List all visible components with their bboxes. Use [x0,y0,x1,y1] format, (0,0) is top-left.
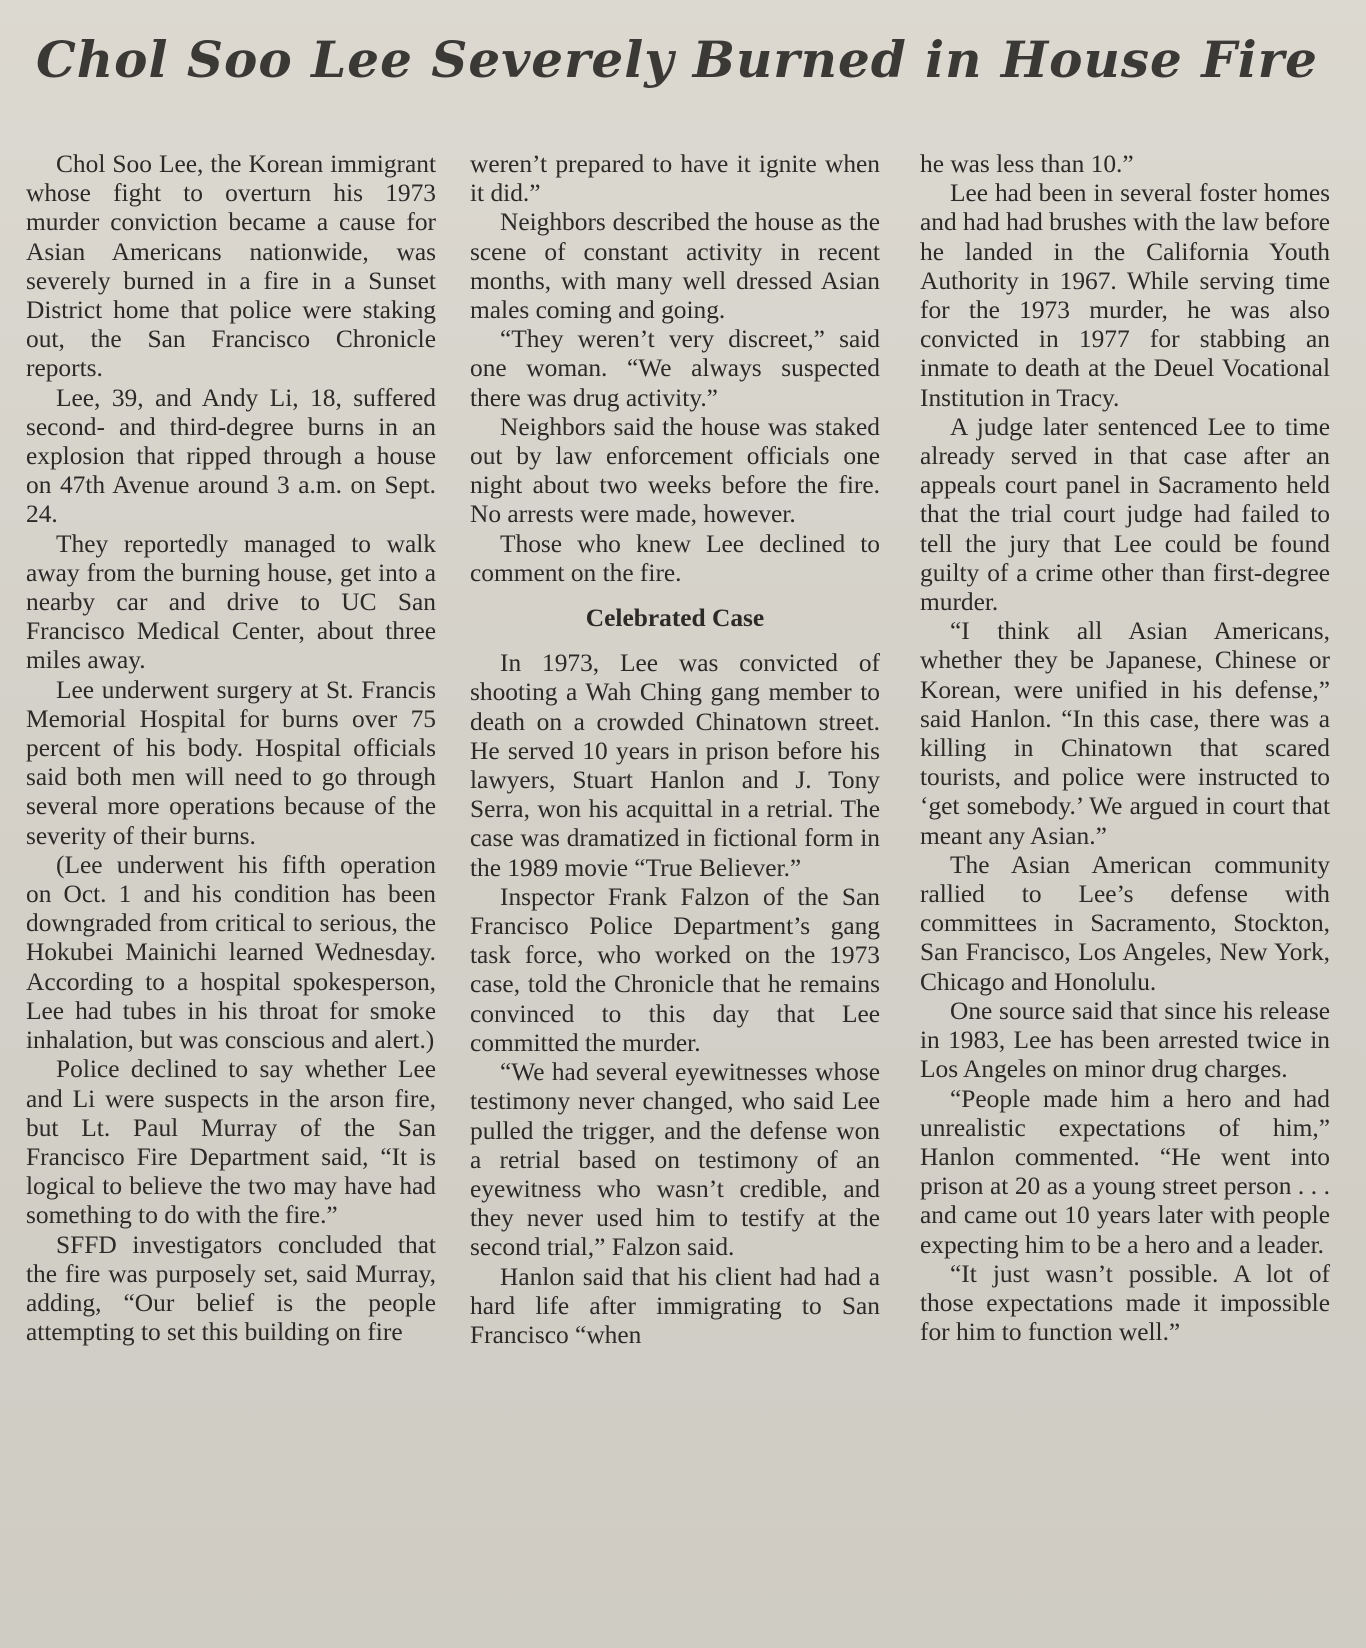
paragraph: Lee, 39, and Andy Li, 18, suffered second- and third-degree burns in an explosion that ripped through a house on 47th Avenue around 3 a.m. on Sept. 24. [26,383,436,529]
headline: Chol Soo Lee Severely Burned in House Fire [36,30,1318,89]
paragraph: “They weren’t very discreet,” said one woman. “We always suspected there was drug activity.” [470,325,880,412]
paragraph: (Lee underwent his fifth operation on Oct. 1 and his condition has been downgraded from critical to serious, the Hokubei Mainichi learned Wednesday. According to a hospital spokesperson, Lee had tubes in his throat for smoke inhalation, but was conscious and alert.) [26,850,436,1055]
paragraph: Lee underwent surgery at St. Francis Memorial Hospital for burns over 75 percent of his body. Hospital officials said both men will need to go through several more operations because of the severity of their burns. [26,675,436,850]
paragraph: Hanlon said that his client had had a hard life after immigrating to San Francisco “when [470,1262,880,1349]
article-column-3 [920,150,1330,1347]
subhead: Celebrated Case [585,604,765,633]
paragraph: weren’t prepared to have it ignite when it did.” [470,150,880,208]
paragraph: Police declined to say whether Lee and Li were suspects in the arson fire, but Lt. Paul Murray of the San Francisco Fire Department said, “It is logical to believe the two may have had something to do with the fire.” [26,1055,436,1230]
paragraph: In 1973, Lee was convicted of shooting a Wah Ching gang member to death on a crowded Chinatown street. He served 10 years in prison before his lawyers, Stuart Hanlon and J. Tony Serra, won his acquittal in a retrial. The case was dramatized in fictional form in the 1989 movie “True Believer.” [470,649,880,882]
article-column-1 [26,150,436,1347]
paragraph: “We had several eyewitnesses whose testimony never changed, who said Lee pulled the trigger, and the defense won a retrial based on testimony of an eyewitness who wasn’t credible, and they never used him to testify at the second trial,” Falzon said. [470,1058,880,1262]
paragraph: “I think all Asian Americans, whether they be Japanese, Chinese or Korean, were unified in his defense,” said Hanlon. “In this case, there was a killing in Chinatown that scared tourists, and police were instructed to ‘get somebody.’ We argued in court that meant any Asian.” [920,617,1330,850]
paragraph: They reportedly managed to walk away from the burning house, get into a nearby car and drive to UC San Francisco Medical Center, about three miles away. [26,529,436,675]
paragraph: Lee had been in several foster homes and had had brushes with the law before he landed in the California Youth Authority in 1967. While serving time for the 1973 murder, he was also convicted in 1977 for stabbing an inmate to death at the Deuel Vocational Institution in Tracy. [920,179,1330,412]
paragraph: Neighbors described the house as the scene of constant activity in recent months, with many well dressed Asian males coming and going. [470,208,880,325]
paragraph: Inspector Frank Falzon of the San Francisco Police Department’s gang task force, who worked on the 1973 case, told the Chronicle that he remains convinced to this day that Lee committed the murder. [470,882,880,1057]
article-column-2 [470,150,880,1350]
paragraph: A judge later sentenced Lee to time already served in that case after an appeals court panel in Sacramento held that the trial court judge had failed to tell the jury that Lee could be found guilty of a crime other than first-degree murder. [920,412,1330,617]
paragraph: Those who knew Lee declined to comment on the fire. [470,529,880,587]
paragraph: SFFD investigators concluded that the fire was purposely set, said Murray, adding, “Our belief is the people attempting to set this building on fire [26,1230,436,1347]
paragraph: “It just wasn’t possible. A lot of those expectations made it impossible for him to function well.” [920,1259,1330,1347]
paragraph: he was less than 10.” [920,150,1134,178]
paragraph: Neighbors said the house was staked out by law enforcement officials one night about two weeks before the fire. No arrests were made, however. [470,412,880,529]
paragraph: Chol Soo Lee, the Korean immigrant whose fight to overturn his 1973 murder conviction became a cause for Asian Americans nationwide, was severely burned in a fire in a Sunset District home that police were staking out, the San Francisco Chronicle reports. [26,150,436,383]
paragraph: One source said that since his release in 1983, Lee has been arrested twice in Los Angeles on minor drug charges. [920,996,1330,1084]
paragraph: “People made him a hero and had unrealistic expectations of him,” Hanlon commented. “He went into prison at 20 as a young street person . . . and came out 10 years later with people expecting him to be a hero and a leader. [920,1084,1330,1259]
paragraph: The Asian American community rallied to Lee’s defense with committees in Sacramento, Stockton, San Francisco, Los Angeles, New York, Chicago and Honolulu. [920,850,1330,996]
